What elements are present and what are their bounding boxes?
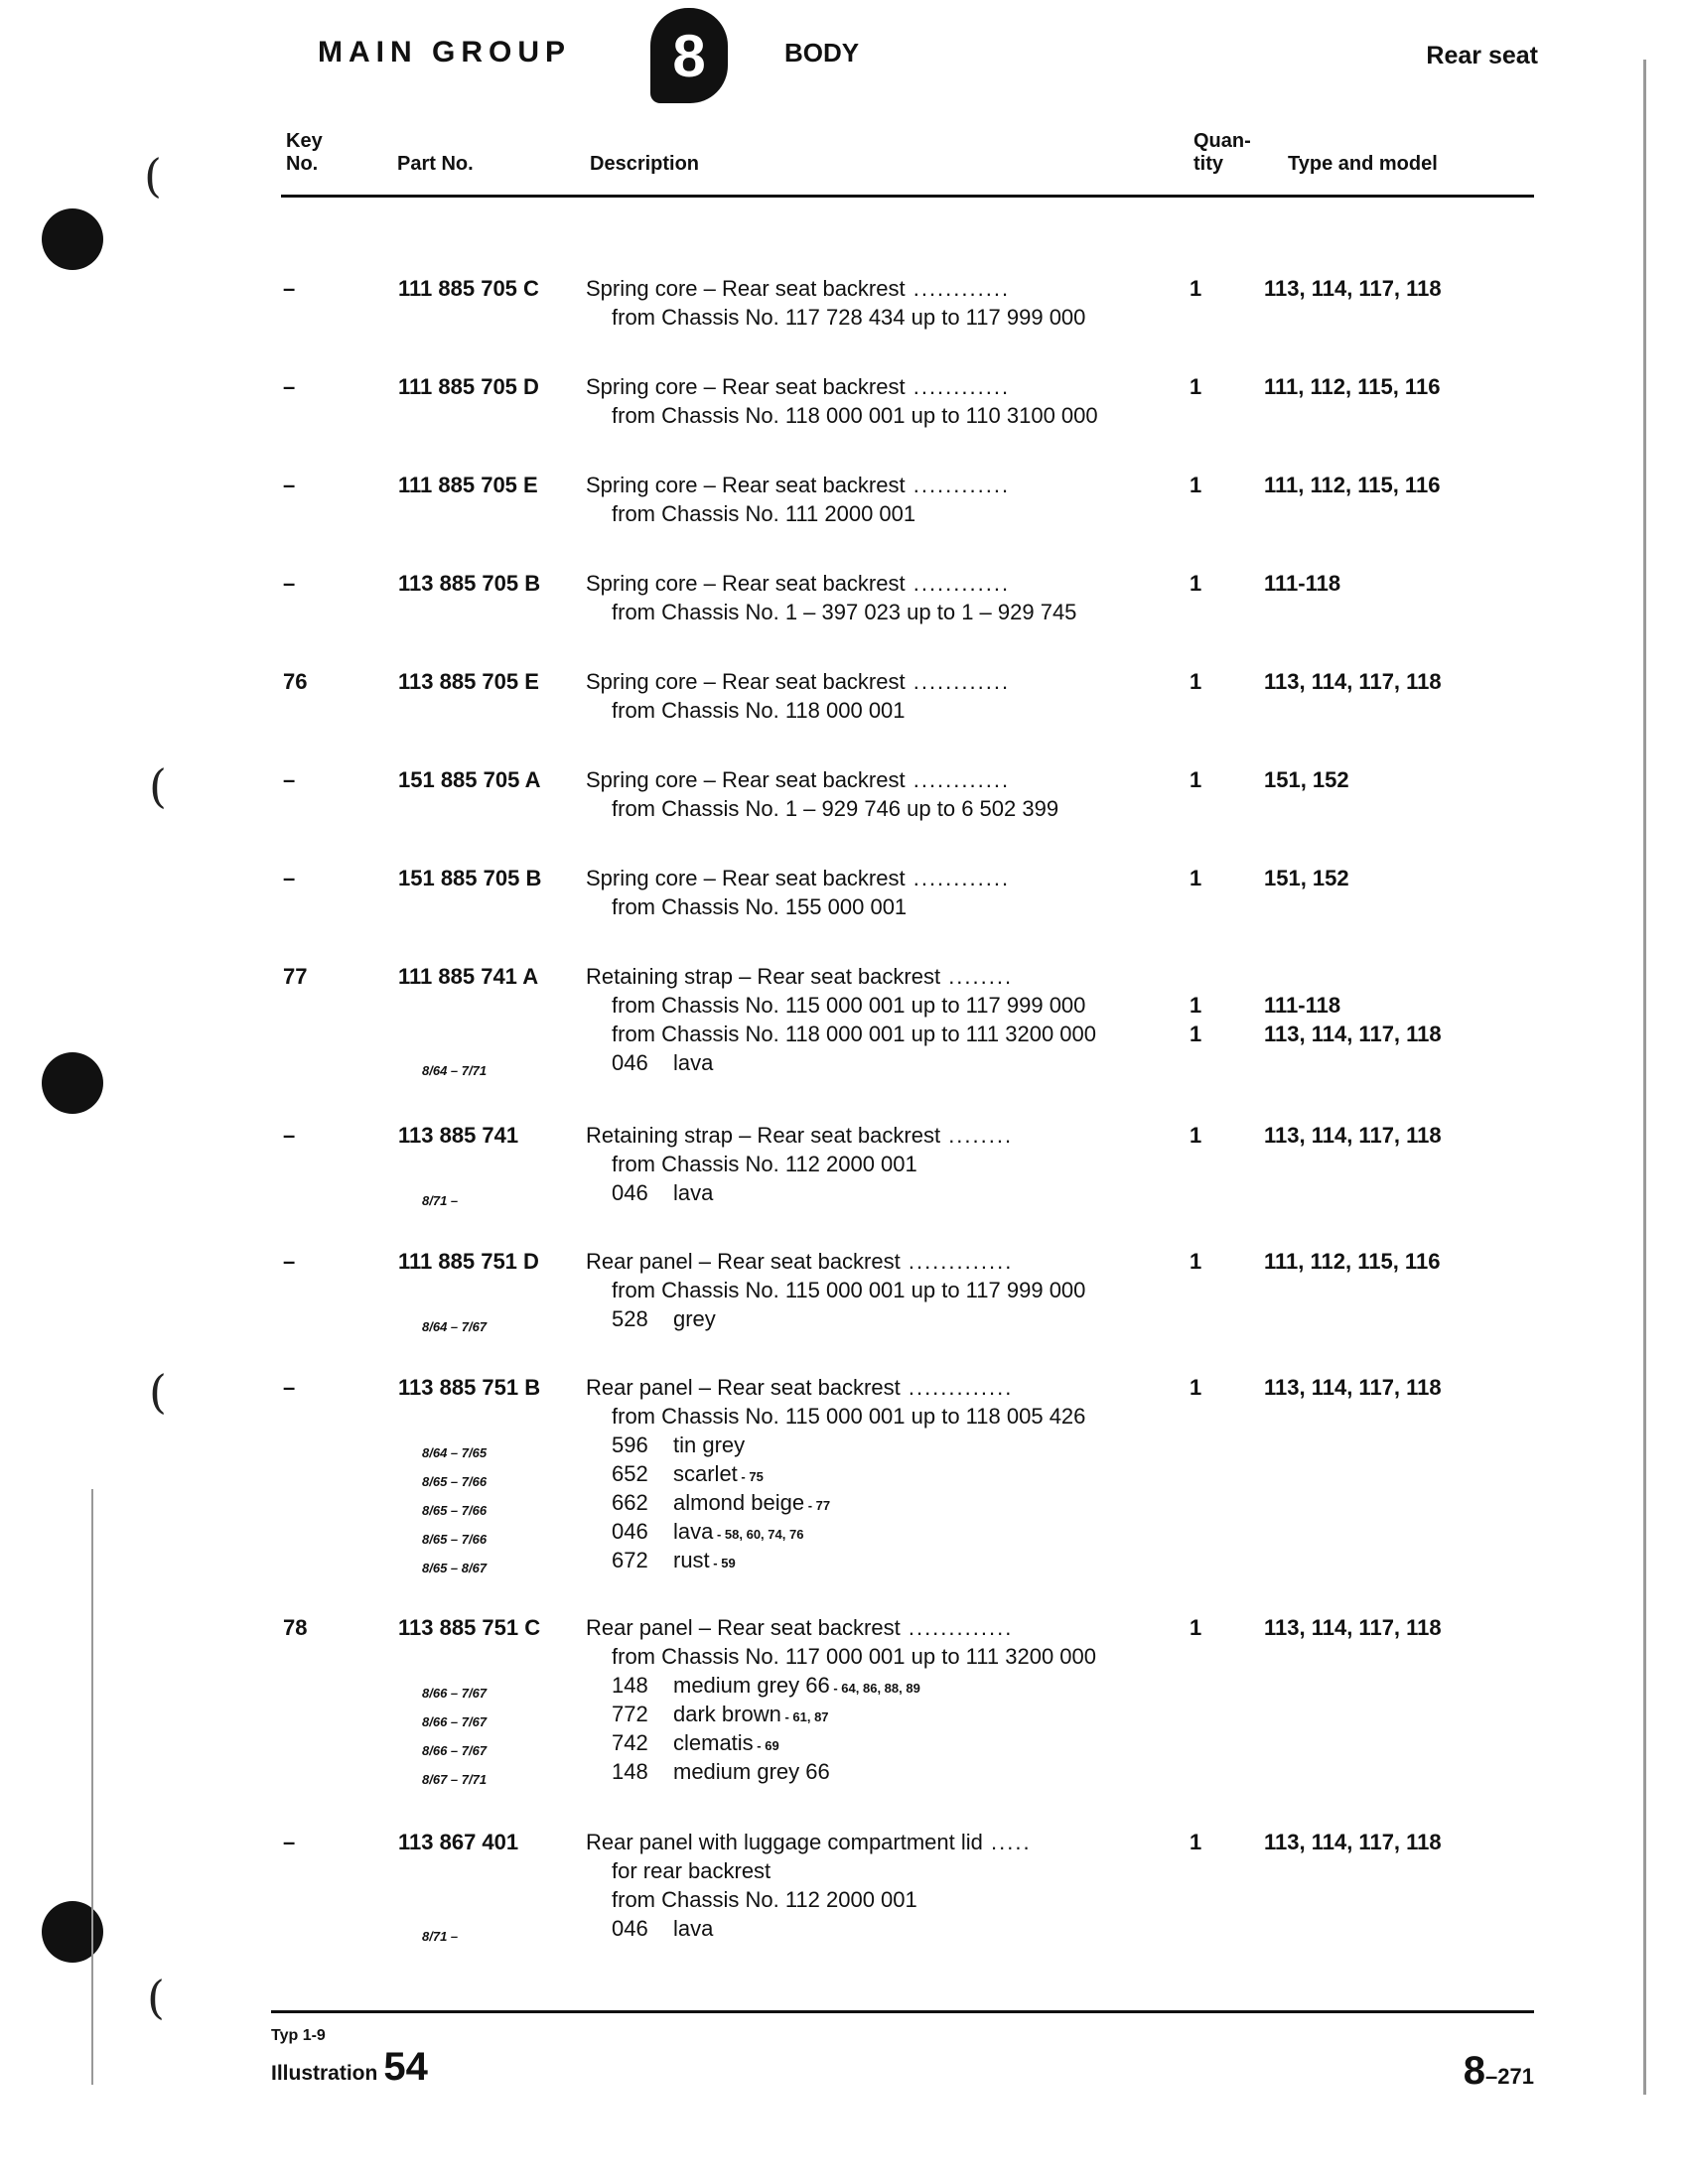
quantity	[1190, 864, 1229, 892]
type-model-value: 111-118	[1264, 993, 1341, 1018]
type-model-value	[1264, 962, 1442, 991]
part-number: 113 885 705 B	[398, 571, 541, 596]
description	[586, 962, 1162, 1077]
leader-dots: ............	[905, 374, 1011, 399]
leader-dots: .....	[982, 1830, 1032, 1854]
quantity-value: 1	[1190, 767, 1202, 792]
date-range: 8/66 – 7/67	[422, 1743, 488, 1758]
type-and-model	[1264, 471, 1440, 499]
quantity-value: 1	[1190, 1375, 1202, 1400]
color-name: rust	[673, 1548, 710, 1572]
key-number: 78	[283, 1615, 308, 1640]
color-variant	[586, 1757, 1162, 1786]
color-name: tin grey	[673, 1433, 746, 1457]
description	[586, 1247, 1162, 1333]
page-number-sub: –271	[1485, 2064, 1534, 2089]
description-title-text: Rear panel – Rear seat backrest	[586, 1375, 901, 1400]
key-number: 76	[283, 669, 308, 694]
part-number: 111 885 705 E	[398, 473, 538, 497]
description-title-text: Rear panel – Rear seat backrest	[586, 1249, 901, 1274]
description-title-text: Spring core – Rear seat backrest	[586, 767, 906, 792]
color-name: dark brown	[673, 1702, 781, 1726]
description-title-text: Spring core – Rear seat backrest	[586, 473, 906, 497]
group-number-badge	[650, 8, 728, 103]
date-range: 8/65 – 7/66	[422, 1503, 488, 1518]
description-title	[586, 1373, 1162, 1402]
date-range: 8/65 – 8/67	[422, 1561, 488, 1575]
key-number: –	[283, 1123, 296, 1148]
description-title	[586, 471, 1162, 499]
column-header-quantity: Quan- tity	[1193, 130, 1251, 175]
description-title	[586, 569, 1162, 598]
key-number: –	[283, 1830, 296, 1854]
footer-divider	[271, 2010, 1534, 2013]
part-number: 113 885 751 B	[398, 1375, 541, 1400]
leader-dots: ............	[905, 669, 1011, 694]
color-variant	[586, 1700, 1162, 1728]
color-name: lava	[673, 1180, 714, 1205]
part-number: 113 885 705 E	[398, 669, 539, 694]
description-detail: from Chassis No. 117 728 434 up to 117 999 000	[612, 305, 1086, 330]
color-code: 772	[612, 1702, 648, 1726]
scan-edge	[91, 1489, 93, 2085]
description-title-text: Retaining strap – Rear seat backrest	[586, 1123, 941, 1148]
color-variant	[586, 1178, 1162, 1207]
description-detail: from Chassis No. 118 000 001 up to 111 3200 000	[612, 1022, 1096, 1046]
type-model-value: 111, 112, 115, 116	[1264, 473, 1441, 497]
color-variant	[586, 1304, 1162, 1333]
key-number: –	[283, 1249, 296, 1274]
description-title-text: Spring core – Rear seat backrest	[586, 276, 906, 301]
description-detail: from Chassis No. 1 – 397 023 up to 1 – 929 745	[612, 600, 1077, 624]
group-name: BODY	[784, 38, 860, 68]
color-code: 596	[612, 1433, 648, 1457]
part-number: 111 885 751 D	[398, 1249, 539, 1274]
date-range: 8/64 – 7/67	[422, 1319, 488, 1334]
description-detail: from Chassis No. 155 000 001	[612, 894, 908, 919]
leader-dots: ............	[905, 571, 1011, 596]
color-name: almond beige	[673, 1490, 805, 1515]
leader-dots: .............	[900, 1249, 1014, 1274]
description-detail: from Chassis No. 117 000 001 up to 111 3200 000	[612, 1644, 1096, 1669]
quantity-value: 1	[1190, 1123, 1202, 1148]
margin-mark: (	[147, 1971, 165, 2024]
description-title	[586, 372, 1162, 401]
color-code: 528	[612, 1306, 648, 1331]
color-name: grey	[673, 1306, 716, 1331]
quantity-value: 1	[1190, 1615, 1202, 1640]
description-title	[586, 864, 1162, 892]
color-code: 148	[612, 1759, 648, 1784]
description-title-text: Rear panel – Rear seat backrest	[586, 1615, 901, 1640]
color-note: - 61, 87	[780, 1709, 829, 1724]
description-detail: from Chassis No. 115 000 001 up to 117 999 000	[612, 1278, 1086, 1302]
color-note: - 75	[737, 1469, 764, 1484]
color-variant	[586, 1914, 1162, 1943]
type-and-model	[1264, 1373, 1442, 1402]
leader-dots: ............	[905, 276, 1011, 301]
color-code: 046	[612, 1050, 648, 1075]
description	[586, 471, 1162, 528]
description-title	[586, 1247, 1162, 1276]
column-header-key: Key No.	[286, 130, 323, 175]
date-range: 8/65 – 7/66	[422, 1474, 488, 1489]
type-model-value: 113, 114, 117, 118	[1264, 1615, 1442, 1640]
part-number: 111 885 705 D	[398, 374, 539, 399]
type-model-value: 113, 114, 117, 118	[1264, 1022, 1442, 1046]
binder-hole-bottom	[42, 1901, 103, 1963]
description-detail: from Chassis No. 111 2000 001	[612, 501, 916, 526]
color-code: 148	[612, 1673, 648, 1698]
color-name: medium grey 66	[673, 1759, 830, 1784]
quantity	[1190, 1121, 1229, 1150]
key-number: –	[283, 767, 296, 792]
color-variant	[586, 1728, 1162, 1757]
description-detail: from Chassis No. 115 000 001 up to 118 005 426	[612, 1404, 1086, 1429]
type-and-model	[1264, 864, 1349, 892]
part-number: 113 885 741	[398, 1123, 519, 1148]
quantity-value: 1	[1190, 1830, 1202, 1854]
leader-dots: ............	[905, 866, 1011, 890]
type-and-model	[1264, 765, 1349, 794]
description-detail: from Chassis No. 112 2000 001	[612, 1152, 917, 1176]
illustration-label: Illustration	[271, 2062, 378, 2085]
margin-mark: (	[149, 759, 167, 813]
color-code: 046	[612, 1916, 648, 1941]
leader-dots: .............	[900, 1375, 1014, 1400]
group-number: 8	[672, 22, 706, 89]
quantity-value: 1	[1190, 1022, 1202, 1046]
page-number	[1464, 2049, 1534, 2094]
leader-dots: .............	[900, 1615, 1014, 1640]
key-number: 77	[283, 964, 308, 989]
description	[586, 667, 1162, 725]
description-detail: from Chassis No. 112 2000 001	[612, 1887, 917, 1912]
description-title	[586, 274, 1162, 303]
description-title	[586, 1121, 1162, 1150]
color-name: medium grey 66	[673, 1673, 830, 1698]
quantity	[1190, 1613, 1229, 1642]
color-variant	[586, 1517, 1162, 1546]
type-model-value: 151, 152	[1264, 767, 1349, 792]
section-title: Rear seat	[1426, 42, 1538, 69]
quantity-value: 1	[1190, 669, 1202, 694]
column-header-description: Description	[590, 153, 700, 175]
type-and-model	[1264, 667, 1442, 696]
description-title	[586, 962, 1162, 991]
key-number: –	[283, 866, 296, 890]
binder-hole-top	[42, 208, 103, 270]
quantity	[1190, 962, 1229, 1048]
quantity-value: 1	[1190, 571, 1202, 596]
description-detail: from Chassis No. 118 000 001 up to 110 3100 000	[612, 403, 1098, 428]
color-code: 662	[612, 1490, 648, 1515]
footer-type: Typ 1-9	[271, 2027, 326, 2044]
type-and-model	[1264, 569, 1340, 598]
type-and-model	[1264, 372, 1440, 401]
description	[586, 372, 1162, 430]
description-title	[586, 667, 1162, 696]
description	[586, 1121, 1162, 1207]
color-variant	[586, 1671, 1162, 1700]
description-title	[586, 1613, 1162, 1642]
date-range: 8/64 – 7/65	[422, 1445, 488, 1460]
key-number: –	[283, 571, 296, 596]
leader-dots: ........	[940, 964, 1014, 989]
quantity-value: 1	[1190, 473, 1202, 497]
quantity-value: 1	[1190, 866, 1202, 890]
description-title-text: Spring core – Rear seat backrest	[586, 571, 906, 596]
color-variant	[586, 1048, 1162, 1077]
description-title-text: Spring core – Rear seat backrest	[586, 866, 906, 890]
color-variant	[586, 1431, 1162, 1459]
header-divider	[281, 195, 1534, 198]
part-number: 113 885 751 C	[398, 1615, 541, 1640]
leader-dots: ........	[940, 1123, 1014, 1148]
color-code: 672	[612, 1548, 648, 1572]
scan-edge	[1643, 60, 1646, 2095]
description	[586, 274, 1162, 332]
illustration-number: 54	[383, 2045, 428, 2089]
date-range: 8/65 – 7/66	[422, 1532, 488, 1547]
color-code: 652	[612, 1461, 648, 1486]
part-number: 111 885 705 C	[398, 276, 539, 301]
description-title-text: Retaining strap – Rear seat backrest	[586, 964, 941, 989]
description-title-text: Spring core – Rear seat backrest	[586, 669, 906, 694]
type-model-value: 113, 114, 117, 118	[1264, 1123, 1442, 1148]
type-model-value: 113, 114, 117, 118	[1264, 669, 1442, 694]
type-model-value: 113, 114, 117, 118	[1264, 1830, 1442, 1854]
binder-hole-middle	[42, 1052, 103, 1114]
type-model-value: 111, 112, 115, 116	[1264, 1249, 1441, 1274]
description	[586, 1613, 1162, 1786]
description	[586, 1828, 1162, 1943]
color-name: lava	[673, 1519, 714, 1544]
date-range: 8/67 – 7/71	[422, 1772, 488, 1787]
key-number: –	[283, 473, 296, 497]
part-number: 113 867 401	[398, 1830, 519, 1854]
type-and-model	[1264, 274, 1442, 303]
type-model-value: 113, 114, 117, 118	[1264, 1375, 1442, 1400]
leader-dots: ............	[905, 473, 1011, 497]
color-name: clematis	[673, 1730, 754, 1755]
quantity	[1190, 667, 1229, 696]
description	[586, 569, 1162, 626]
type-model-value: 111-118	[1264, 571, 1341, 596]
type-model-value: 111, 112, 115, 116	[1264, 374, 1441, 399]
description-detail: from Chassis No. 115 000 001 up to 117 999 000	[612, 993, 1086, 1018]
quantity	[1190, 1247, 1229, 1276]
page-number-main: 8	[1463, 2049, 1486, 2093]
key-number: –	[283, 1375, 296, 1400]
description	[586, 864, 1162, 921]
main-group-label: MAIN GROUP	[318, 36, 571, 68]
quantity-value: 1	[1190, 993, 1202, 1018]
date-range: 8/66 – 7/67	[422, 1686, 488, 1701]
quantity-value: 1	[1190, 1249, 1202, 1274]
description-title	[586, 765, 1162, 794]
color-variant	[586, 1459, 1162, 1488]
part-number: 111 885 741 A	[398, 964, 539, 989]
column-header-part: Part No.	[397, 153, 474, 175]
quantity-value: 1	[1190, 276, 1202, 301]
description	[586, 1373, 1162, 1574]
type-model-value: 151, 152	[1264, 866, 1349, 890]
color-name: scarlet	[673, 1461, 738, 1486]
type-and-model	[1264, 1613, 1442, 1642]
date-range: 8/64 – 7/71	[422, 1063, 488, 1078]
description-title-text: Spring core – Rear seat backrest	[586, 374, 906, 399]
color-note: - 59	[709, 1556, 736, 1570]
color-name: lava	[673, 1916, 714, 1941]
date-range: 8/66 – 7/67	[422, 1714, 488, 1729]
margin-mark: (	[144, 149, 162, 203]
quantity	[1190, 471, 1229, 499]
description-title-text: Rear panel with luggage compartment lid	[586, 1830, 983, 1854]
color-note: - 58, 60, 74, 76	[713, 1527, 804, 1542]
type-and-model	[1264, 1247, 1440, 1276]
key-number: –	[283, 374, 296, 399]
quantity	[1190, 1828, 1229, 1856]
margin-mark: (	[149, 1365, 167, 1419]
color-name: lava	[673, 1050, 714, 1075]
color-note: - 77	[804, 1498, 831, 1513]
description-detail: from Chassis No. 118 000 001	[612, 698, 906, 723]
quantity	[1190, 1373, 1229, 1402]
color-code: 046	[612, 1180, 648, 1205]
quantity	[1190, 569, 1229, 598]
color-note: - 69	[753, 1738, 779, 1753]
description	[586, 765, 1162, 823]
part-number: 151 885 705 B	[398, 866, 542, 890]
type-model-value: 113, 114, 117, 118	[1264, 276, 1442, 301]
color-variant	[586, 1546, 1162, 1574]
description-detail: for rear backrest	[612, 1858, 771, 1883]
quantity-value: 1	[1190, 374, 1202, 399]
description-detail: from Chassis No. 1 – 929 746 up to 6 502 399	[612, 796, 1059, 821]
quantity	[1190, 372, 1229, 401]
quantity	[1190, 765, 1229, 794]
type-and-model	[1264, 1828, 1442, 1856]
date-range: 8/71 –	[422, 1193, 459, 1208]
color-variant	[586, 1488, 1162, 1517]
date-range: 8/71 –	[422, 1929, 459, 1944]
description-title	[586, 1828, 1162, 1856]
quantity	[1190, 274, 1229, 303]
part-number: 151 885 705 A	[398, 767, 541, 792]
type-and-model	[1264, 962, 1442, 1048]
type-and-model	[1264, 1121, 1442, 1150]
quantity-value	[1190, 962, 1229, 991]
footer-illustration	[271, 2045, 428, 2090]
color-code: 046	[612, 1519, 648, 1544]
leader-dots: ............	[905, 767, 1011, 792]
column-header-type: Type and model	[1288, 153, 1438, 175]
key-number: –	[283, 276, 296, 301]
color-code: 742	[612, 1730, 648, 1755]
color-note: - 64, 86, 88, 89	[829, 1681, 920, 1696]
